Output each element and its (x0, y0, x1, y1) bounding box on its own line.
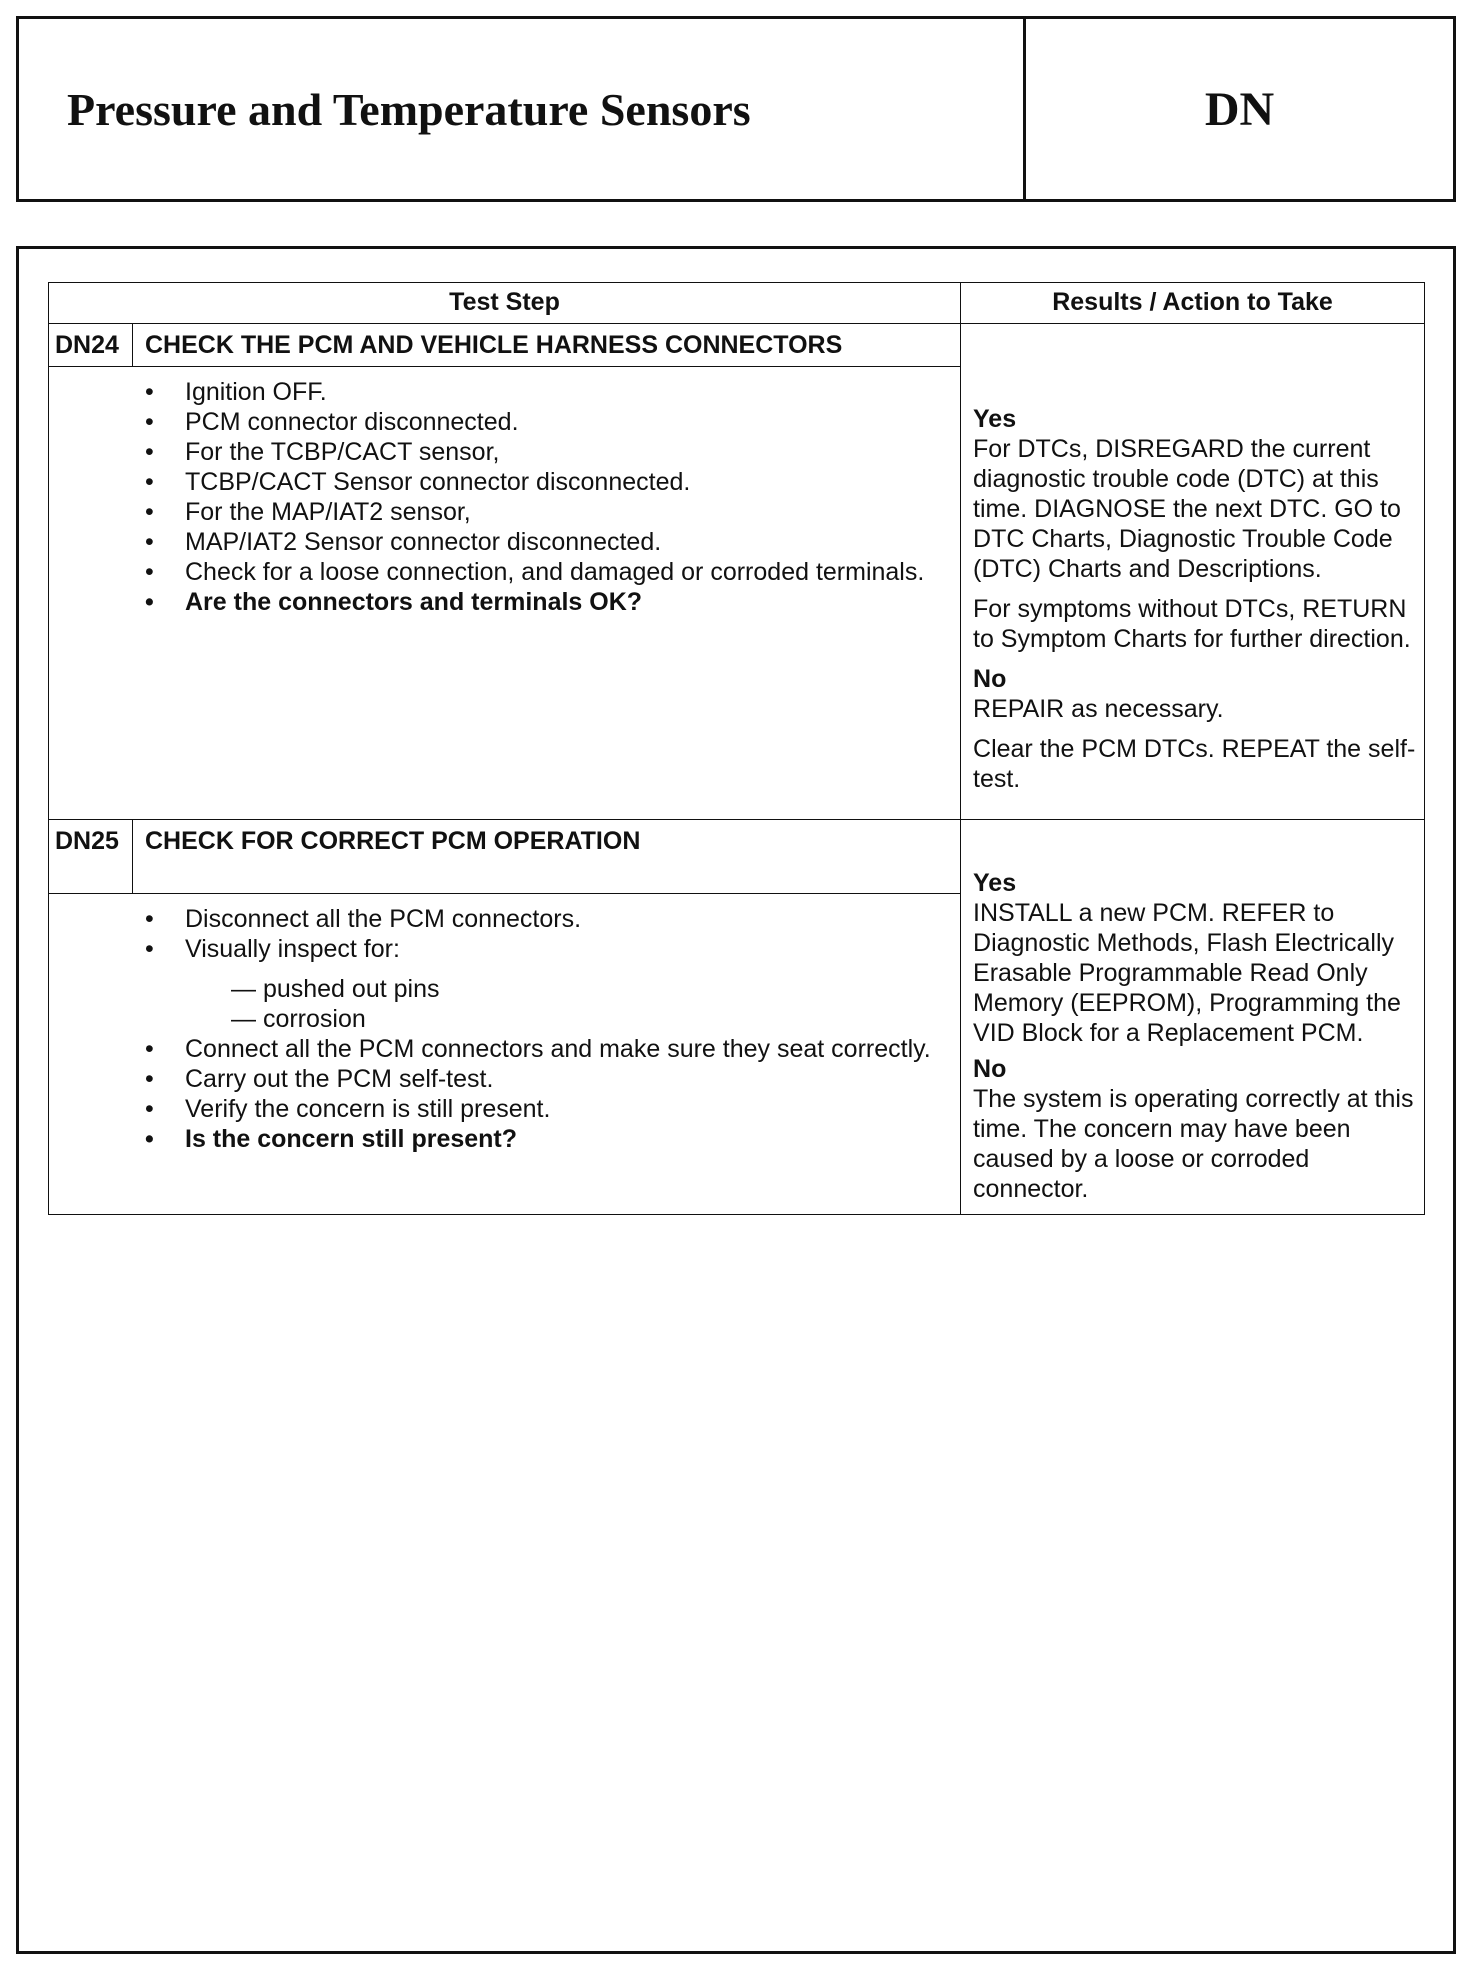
result-text: For DTCs, DISREGARD the current diagnostic trouble code (DTC) at this time. DIAGNOSE the next DTC. GO to DTC Charts, Diagnostic Trouble Code (DTC) Charts and Descriptions. (973, 435, 1401, 583)
result-text: For symptoms without DTCs, RETURN to Symptom Charts for further direction. (973, 595, 1411, 653)
step-body (49, 894, 961, 1215)
list-item-question: • Is the concern still present? (139, 1124, 952, 1154)
yes-label: Yes (973, 405, 1017, 433)
result-text: The system is operating correctly at this time. The concern may have been caused by a loose or corroded connector. (973, 1085, 1414, 1203)
list-item: • Verify the concern is still present. (139, 1094, 952, 1124)
list-item: • For the TCBP/CACT sensor, (139, 437, 952, 467)
column-header-results: Results / Action to Take (961, 283, 1425, 324)
table-header-row (49, 283, 1425, 324)
list-item: • Carry out the PCM self-test. (139, 1064, 952, 1094)
step-title: CHECK THE PCM AND VEHICLE HARNESS CONNECTORS (133, 324, 961, 367)
page-header (16, 16, 1456, 202)
step-title-row (49, 820, 1425, 894)
inspection-sublist (185, 974, 952, 1034)
sub-list-item: — corrosion (231, 1005, 366, 1033)
list-item: • MAP/IAT2 Sensor connector disconnected. (139, 527, 952, 557)
list-item: • TCBP/CACT Sensor connector disconnected. (139, 467, 952, 497)
list-item-question: • Are the connectors and terminals OK? (139, 587, 952, 617)
step-checklist (139, 904, 952, 1154)
step-results (961, 324, 1425, 820)
list-item-with-sublist (139, 934, 952, 1034)
list-item-text: Visually inspect for: (185, 935, 400, 963)
no-label: No (973, 1055, 1007, 1083)
page-title: Pressure and Temperature Sensors (19, 19, 1026, 199)
test-step-table (48, 282, 1425, 1215)
list-item: • Disconnect all the PCM connectors. (139, 904, 952, 934)
section-code: DN (1204, 82, 1275, 136)
step-title-row (49, 324, 1425, 367)
step-checklist (139, 377, 952, 617)
step-title: CHECK FOR CORRECT PCM OPERATION (133, 820, 961, 894)
step-id: DN25 (49, 820, 133, 894)
result-text: Clear the PCM DTCs. REPEAT the self-test. (973, 735, 1416, 793)
step-results (961, 820, 1425, 1215)
list-item: • Connect all the PCM connectors and make sure they seat correctly. (139, 1034, 952, 1064)
no-label: No (973, 665, 1007, 693)
sub-list-item: — pushed out pins (231, 975, 440, 1003)
step-body (49, 367, 961, 820)
step-id: DN24 (49, 324, 133, 367)
list-item: • For the MAP/IAT2 sensor, (139, 497, 952, 527)
list-item: • PCM connector disconnected. (139, 407, 952, 437)
result-text: REPAIR as necessary. (973, 695, 1224, 723)
list-item: • Check for a loose connection, and damaged or corroded terminals. (139, 557, 952, 587)
list-item: • Ignition OFF. (139, 377, 952, 407)
result-text: INSTALL a new PCM. REFER to Diagnostic Methods, Flash Electrically Erasable Programmable Read Only Memory (EEPROM), Programming the VID Block for a Replacement PCM. (973, 899, 1401, 1047)
column-header-test-step: Test Step (49, 283, 961, 324)
yes-label: Yes (973, 869, 1017, 897)
